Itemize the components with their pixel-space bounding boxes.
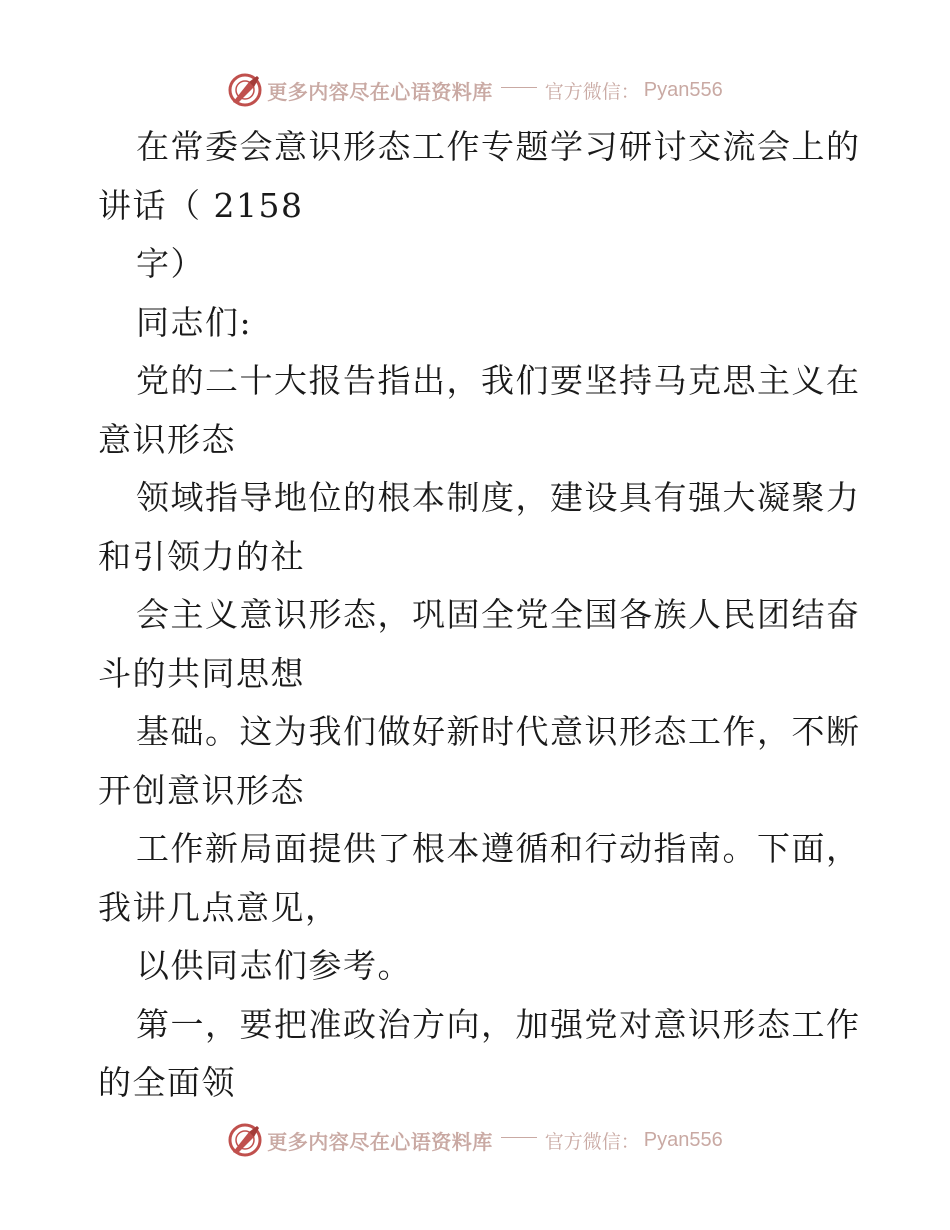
document-title-line: 讲话（ 2158	[98, 185, 304, 225]
pen-nib-logo-icon	[227, 1122, 263, 1158]
brand-text: 更多内容尽在心语资料库	[267, 1129, 493, 1154]
header-banner	[0, 68, 950, 112]
paragraph-line: 领域指导地位的根本制度，建设具有强大凝聚力	[136, 478, 861, 517]
paragraph-line: 斗的共同思想	[98, 653, 305, 693]
paragraph-line: 第一，要把准政治方向，加强党对意识形态工作	[136, 1004, 861, 1044]
document-title-line: 字）	[136, 244, 205, 283]
document-body	[98, 118, 861, 1113]
wechat-id: Pyan556	[643, 78, 723, 101]
paragraph-line: 的全面领	[98, 1063, 236, 1102]
paragraph-line: 基础。这为我们做好新时代意识形态工作，不断	[136, 712, 861, 751]
brand-text: 更多内容尽在心语资料库	[267, 79, 493, 104]
salutation-line: 同志们:	[136, 302, 253, 342]
wechat-id: Pyan556	[643, 1128, 723, 1151]
banner-divider	[501, 1137, 537, 1138]
official-wechat-label: 官方微信：	[544, 80, 640, 103]
document-title-line: 在常委会意识形态工作专题学习研讨交流会上的	[136, 127, 861, 166]
footer-banner	[0, 1118, 950, 1162]
official-wechat-label: 官方微信：	[544, 1130, 640, 1153]
paragraph-line: 和引领力的社	[98, 536, 305, 576]
paragraph-line: 会主义意识形态，巩固全党全国各族人民团结奋	[136, 595, 861, 634]
footer-banner-content	[227, 1122, 722, 1158]
paragraph-line: 以供同志们参考。	[136, 946, 412, 985]
paragraph-line: 工作新局面提供了根本遵循和行动指南。下面，	[136, 829, 861, 868]
paragraph-line: 党的二十大报告指出，我们要坚持马克思主义在	[136, 361, 861, 400]
paragraph-line: 开创意识形态	[98, 770, 305, 810]
paragraph-line: 意识形态	[98, 419, 236, 459]
pen-nib-logo-icon	[227, 72, 263, 108]
paragraph-line: 我讲几点意见，	[98, 887, 340, 927]
banner-divider	[501, 87, 537, 88]
header-banner-content	[227, 72, 722, 108]
